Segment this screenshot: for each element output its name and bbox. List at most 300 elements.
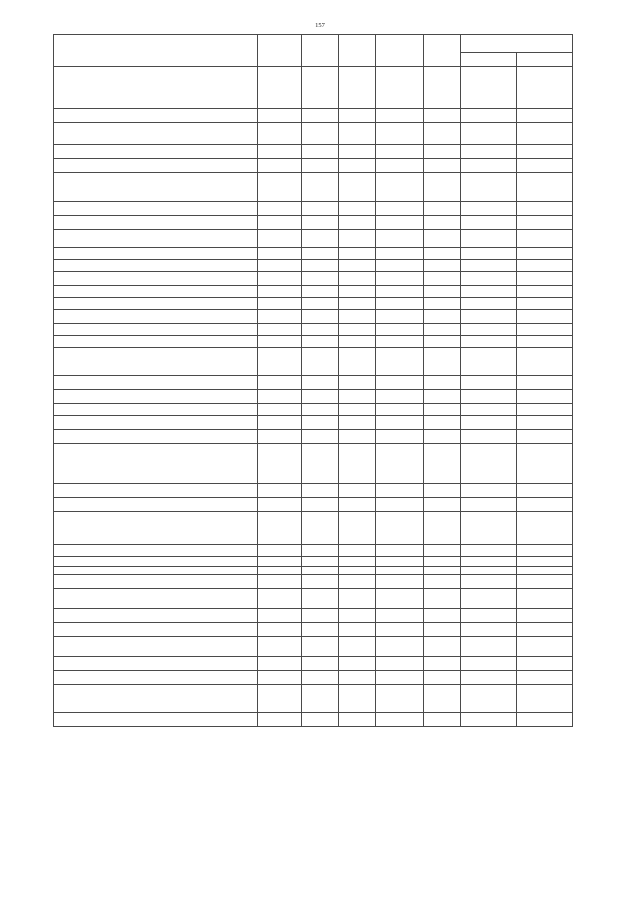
page-number: 157 — [315, 22, 325, 29]
table-row — [54, 685, 573, 713]
row-target-article — [376, 123, 424, 145]
row-name — [54, 324, 258, 336]
row-expense-type — [424, 545, 461, 557]
row-amount-year-1 — [461, 272, 517, 286]
row-subsection — [339, 671, 376, 685]
row-target-article — [376, 272, 424, 286]
row-expense-type — [424, 230, 461, 248]
header-expense-type — [424, 35, 461, 67]
table-row — [54, 390, 573, 404]
table-row — [54, 272, 573, 286]
row-amount-year-1 — [461, 298, 517, 310]
row-quantity — [258, 404, 302, 416]
row-name — [54, 404, 258, 416]
row-name — [54, 310, 258, 324]
row-name — [54, 567, 258, 575]
row-subsection — [339, 512, 376, 545]
row-quantity — [258, 310, 302, 324]
row-name — [54, 637, 258, 657]
row-name — [54, 512, 258, 545]
row-subsection — [339, 390, 376, 404]
row-target-article — [376, 557, 424, 567]
row-section — [302, 444, 339, 484]
row-name — [54, 286, 258, 298]
row-subsection — [339, 260, 376, 272]
row-section — [302, 173, 339, 202]
row-quantity — [258, 498, 302, 512]
header-subsection — [339, 35, 376, 67]
row-amount-year-1 — [461, 416, 517, 430]
row-target-article — [376, 685, 424, 713]
row-amount-year-2 — [517, 567, 573, 575]
row-amount-year-1 — [461, 173, 517, 202]
row-section — [302, 484, 339, 498]
table-row — [54, 484, 573, 498]
row-amount-year-1 — [461, 310, 517, 324]
row-quantity — [258, 609, 302, 623]
row-quantity — [258, 324, 302, 336]
row-subsection — [339, 430, 376, 444]
header-amount-year-1 — [461, 53, 517, 67]
row-subsection — [339, 145, 376, 159]
row-name — [54, 713, 258, 727]
row-target-article — [376, 512, 424, 545]
row-name — [54, 109, 258, 123]
row-section — [302, 286, 339, 298]
row-expense-type — [424, 671, 461, 685]
row-target-article — [376, 444, 424, 484]
row-expense-type — [424, 336, 461, 348]
row-expense-type — [424, 67, 461, 109]
row-quantity — [258, 575, 302, 589]
row-target-article — [376, 67, 424, 109]
row-name — [54, 159, 258, 173]
table-row — [54, 260, 573, 272]
row-expense-type — [424, 159, 461, 173]
row-amount-year-2 — [517, 67, 573, 109]
row-amount-year-2 — [517, 248, 573, 260]
row-section — [302, 671, 339, 685]
row-expense-type — [424, 376, 461, 390]
row-quantity — [258, 348, 302, 376]
row-subsection — [339, 416, 376, 430]
row-name — [54, 230, 258, 248]
row-amount-year-2 — [517, 416, 573, 430]
row-amount-year-2 — [517, 336, 573, 348]
row-quantity — [258, 390, 302, 404]
table-row — [54, 145, 573, 159]
row-expense-type — [424, 123, 461, 145]
table-body — [54, 67, 573, 727]
row-expense-type — [424, 575, 461, 589]
row-amount-year-1 — [461, 498, 517, 512]
row-section — [302, 567, 339, 575]
row-subsection — [339, 623, 376, 637]
row-target-article — [376, 202, 424, 216]
row-amount-year-1 — [461, 430, 517, 444]
table-row — [54, 623, 573, 637]
row-name — [54, 248, 258, 260]
row-expense-type — [424, 260, 461, 272]
row-quantity — [258, 376, 302, 390]
table-row — [54, 286, 573, 298]
row-quantity — [258, 589, 302, 609]
row-name — [54, 657, 258, 671]
row-target-article — [376, 216, 424, 230]
row-target-article — [376, 657, 424, 671]
row-name — [54, 444, 258, 484]
table-row — [54, 159, 573, 173]
row-target-article — [376, 324, 424, 336]
row-target-article — [376, 623, 424, 637]
row-quantity — [258, 637, 302, 657]
row-name — [54, 609, 258, 623]
row-expense-type — [424, 109, 461, 123]
row-expense-type — [424, 623, 461, 637]
row-amount-year-1 — [461, 484, 517, 498]
row-quantity — [258, 416, 302, 430]
row-section — [302, 609, 339, 623]
row-target-article — [376, 713, 424, 727]
row-subsection — [339, 298, 376, 310]
row-subsection — [339, 202, 376, 216]
row-amount-year-2 — [517, 390, 573, 404]
row-quantity — [258, 336, 302, 348]
header-amount — [461, 35, 573, 53]
row-target-article — [376, 498, 424, 512]
row-amount-year-1 — [461, 248, 517, 260]
row-expense-type — [424, 173, 461, 202]
row-section — [302, 260, 339, 272]
table-row — [54, 348, 573, 376]
table-row — [54, 230, 573, 248]
row-amount-year-1 — [461, 336, 517, 348]
row-name — [54, 484, 258, 498]
row-quantity — [258, 623, 302, 637]
row-amount-year-1 — [461, 123, 517, 145]
row-section — [302, 123, 339, 145]
row-name — [54, 260, 258, 272]
row-target-article — [376, 260, 424, 272]
row-target-article — [376, 404, 424, 416]
row-quantity — [258, 484, 302, 498]
row-name — [54, 336, 258, 348]
table-row — [54, 575, 573, 589]
row-quantity — [258, 202, 302, 216]
table-row — [54, 67, 573, 109]
row-subsection — [339, 685, 376, 713]
table-row — [54, 713, 573, 727]
row-name — [54, 575, 258, 589]
row-subsection — [339, 484, 376, 498]
row-expense-type — [424, 557, 461, 567]
header-section — [302, 35, 339, 67]
row-amount-year-2 — [517, 685, 573, 713]
row-section — [302, 216, 339, 230]
row-name — [54, 145, 258, 159]
row-amount-year-1 — [461, 286, 517, 298]
row-amount-year-2 — [517, 348, 573, 376]
row-amount-year-2 — [517, 272, 573, 286]
row-subsection — [339, 637, 376, 657]
row-section — [302, 416, 339, 430]
table-row — [54, 202, 573, 216]
row-amount-year-2 — [517, 657, 573, 671]
row-name — [54, 589, 258, 609]
row-quantity — [258, 67, 302, 109]
row-target-article — [376, 609, 424, 623]
row-amount-year-1 — [461, 567, 517, 575]
table-header — [54, 35, 573, 67]
row-amount-year-1 — [461, 67, 517, 109]
row-section — [302, 336, 339, 348]
row-expense-type — [424, 390, 461, 404]
row-quantity — [258, 657, 302, 671]
row-amount-year-2 — [517, 260, 573, 272]
row-amount-year-1 — [461, 404, 517, 416]
row-amount-year-1 — [461, 685, 517, 713]
row-expense-type — [424, 298, 461, 310]
row-subsection — [339, 609, 376, 623]
row-expense-type — [424, 589, 461, 609]
row-amount-year-2 — [517, 310, 573, 324]
row-target-article — [376, 671, 424, 685]
row-expense-type — [424, 202, 461, 216]
row-amount-year-1 — [461, 145, 517, 159]
row-section — [302, 713, 339, 727]
row-amount-year-2 — [517, 298, 573, 310]
row-expense-type — [424, 286, 461, 298]
table-row — [54, 376, 573, 390]
row-amount-year-1 — [461, 575, 517, 589]
row-section — [302, 272, 339, 286]
row-expense-type — [424, 444, 461, 484]
row-amount-year-2 — [517, 512, 573, 545]
row-subsection — [339, 713, 376, 727]
row-quantity — [258, 173, 302, 202]
row-amount-year-1 — [461, 637, 517, 657]
row-amount-year-1 — [461, 444, 517, 484]
row-section — [302, 623, 339, 637]
header-name — [54, 35, 258, 67]
row-section — [302, 589, 339, 609]
row-expense-type — [424, 416, 461, 430]
row-amount-year-1 — [461, 557, 517, 567]
row-name — [54, 216, 258, 230]
row-target-article — [376, 336, 424, 348]
row-subsection — [339, 498, 376, 512]
row-amount-year-1 — [461, 324, 517, 336]
row-name — [54, 123, 258, 145]
table-row — [54, 657, 573, 671]
row-amount-year-1 — [461, 657, 517, 671]
table-row — [54, 324, 573, 336]
row-expense-type — [424, 324, 461, 336]
row-name — [54, 390, 258, 404]
row-name — [54, 498, 258, 512]
row-subsection — [339, 286, 376, 298]
row-target-article — [376, 310, 424, 324]
row-quantity — [258, 286, 302, 298]
row-name — [54, 298, 258, 310]
row-expense-type — [424, 430, 461, 444]
row-quantity — [258, 444, 302, 484]
row-quantity — [258, 123, 302, 145]
table-row — [54, 589, 573, 609]
row-quantity — [258, 512, 302, 545]
row-amount-year-2 — [517, 637, 573, 657]
row-amount-year-2 — [517, 324, 573, 336]
row-expense-type — [424, 498, 461, 512]
row-name — [54, 671, 258, 685]
row-amount-year-2 — [517, 623, 573, 637]
row-amount-year-1 — [461, 671, 517, 685]
row-subsection — [339, 567, 376, 575]
row-subsection — [339, 444, 376, 484]
row-name — [54, 430, 258, 444]
row-name — [54, 685, 258, 713]
table-row — [54, 512, 573, 545]
header-target-article — [376, 35, 424, 67]
row-amount-year-2 — [517, 109, 573, 123]
table-row — [54, 298, 573, 310]
budget-table — [53, 34, 573, 727]
row-section — [302, 310, 339, 324]
row-expense-type — [424, 248, 461, 260]
row-amount-year-2 — [517, 671, 573, 685]
row-name — [54, 348, 258, 376]
row-amount-year-1 — [461, 260, 517, 272]
row-section — [302, 376, 339, 390]
row-amount-year-1 — [461, 159, 517, 173]
row-quantity — [258, 685, 302, 713]
row-subsection — [339, 589, 376, 609]
row-name — [54, 272, 258, 286]
row-section — [302, 390, 339, 404]
row-expense-type — [424, 272, 461, 286]
row-section — [302, 348, 339, 376]
row-section — [302, 202, 339, 216]
row-amount-year-2 — [517, 216, 573, 230]
row-amount-year-2 — [517, 498, 573, 512]
row-amount-year-1 — [461, 216, 517, 230]
row-expense-type — [424, 685, 461, 713]
row-amount-year-2 — [517, 589, 573, 609]
row-amount-year-1 — [461, 589, 517, 609]
row-amount-year-1 — [461, 623, 517, 637]
row-amount-year-1 — [461, 545, 517, 557]
row-target-article — [376, 173, 424, 202]
row-amount-year-2 — [517, 404, 573, 416]
row-subsection — [339, 248, 376, 260]
row-subsection — [339, 657, 376, 671]
table-row — [54, 430, 573, 444]
table-row — [54, 567, 573, 575]
table-row — [54, 557, 573, 567]
row-target-article — [376, 286, 424, 298]
table-row — [54, 109, 573, 123]
row-target-article — [376, 484, 424, 498]
table-row — [54, 336, 573, 348]
row-quantity — [258, 260, 302, 272]
table-row — [54, 545, 573, 557]
row-quantity — [258, 272, 302, 286]
row-amount-year-2 — [517, 430, 573, 444]
row-amount-year-1 — [461, 230, 517, 248]
row-section — [302, 159, 339, 173]
row-name — [54, 67, 258, 109]
row-quantity — [258, 567, 302, 575]
row-amount-year-1 — [461, 609, 517, 623]
table-row — [54, 216, 573, 230]
row-name — [54, 202, 258, 216]
row-target-article — [376, 248, 424, 260]
row-section — [302, 404, 339, 416]
row-expense-type — [424, 310, 461, 324]
row-subsection — [339, 159, 376, 173]
row-subsection — [339, 272, 376, 286]
row-expense-type — [424, 145, 461, 159]
table-row — [54, 173, 573, 202]
row-amount-year-2 — [517, 173, 573, 202]
row-target-article — [376, 298, 424, 310]
row-subsection — [339, 575, 376, 589]
row-expense-type — [424, 713, 461, 727]
row-expense-type — [424, 484, 461, 498]
row-expense-type — [424, 609, 461, 623]
row-subsection — [339, 123, 376, 145]
row-quantity — [258, 671, 302, 685]
header-amount-year-2 — [517, 53, 573, 67]
row-target-article — [376, 390, 424, 404]
table-row — [54, 498, 573, 512]
row-section — [302, 230, 339, 248]
row-amount-year-1 — [461, 376, 517, 390]
row-target-article — [376, 145, 424, 159]
row-target-article — [376, 159, 424, 173]
row-target-article — [376, 348, 424, 376]
row-target-article — [376, 575, 424, 589]
row-subsection — [339, 348, 376, 376]
row-amount-year-2 — [517, 609, 573, 623]
row-amount-year-1 — [461, 109, 517, 123]
row-subsection — [339, 216, 376, 230]
header-quantity — [258, 35, 302, 67]
row-amount-year-1 — [461, 202, 517, 216]
table-row — [54, 404, 573, 416]
row-section — [302, 248, 339, 260]
row-amount-year-1 — [461, 713, 517, 727]
row-amount-year-2 — [517, 484, 573, 498]
row-amount-year-1 — [461, 348, 517, 376]
row-section — [302, 657, 339, 671]
row-quantity — [258, 248, 302, 260]
table-row — [54, 671, 573, 685]
row-subsection — [339, 310, 376, 324]
row-section — [302, 498, 339, 512]
row-quantity — [258, 713, 302, 727]
row-subsection — [339, 324, 376, 336]
row-target-article — [376, 589, 424, 609]
row-subsection — [339, 545, 376, 557]
row-amount-year-2 — [517, 123, 573, 145]
row-section — [302, 145, 339, 159]
table-row — [54, 123, 573, 145]
row-section — [302, 324, 339, 336]
row-quantity — [258, 557, 302, 567]
row-amount-year-2 — [517, 444, 573, 484]
row-name — [54, 557, 258, 567]
